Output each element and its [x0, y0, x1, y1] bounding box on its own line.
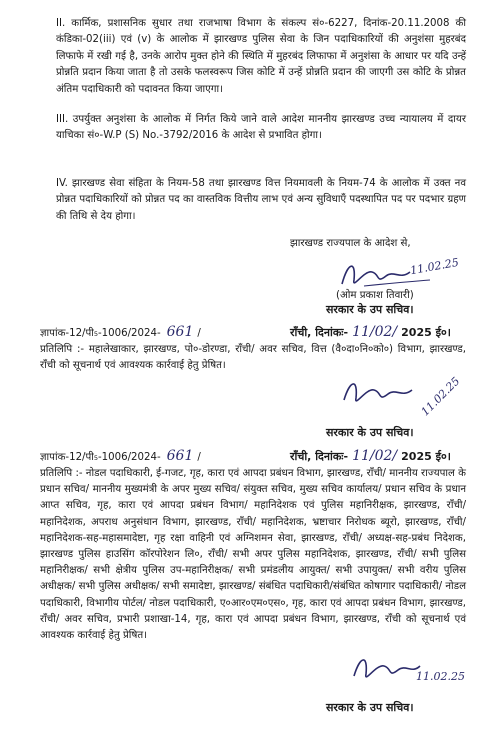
memo-1-ref-prefix: ज्ञापांक-12/पी₅-1006/2024-	[40, 328, 161, 339]
memo-1-place: राँची, दिनांकः-	[290, 326, 349, 339]
memo-1-ref: ज्ञापांक-12/पी₅-1006/2024- 661 /	[40, 324, 201, 340]
memo-1-year: 2025 ई०।	[401, 326, 451, 339]
memo-2-ref-number: 661	[166, 448, 194, 464]
memo-2-text: प्रतिलिपि :- नोडल पदाधिकारी, ई-गजट, गृह, कारा एवं आपदा प्रबंधन विभाग, झारखण्ड, राँची/ माननीय राज्यपाल के प्रधान सचिव/ माननीय मुख्यमंत्री के अपर मुख्य सचिव/ संयुक्त सचिव, मुख्य सचिव कार्यालय/ प्रधान सचिव के प्रधान आप्त सचिव, गृह, कारा एवं आपदा प्रबंधन विभाग/ महानिदेशक एवं पुलिस महानिरीक्षक, झारखण्ड, राँची/ महानिदेशक, अपराध अनुसंधान विभाग, झारखण्ड, राँची/ महानिदेशक, भ्रष्टाचार निरोधक ब्यूरो, झारखण्ड, राँची/ महानिदेशक-सह-महासमादेष्टा, गृह रक्षा वाहिनी एवं अग्निशमन सेवा, झारखण्ड, राँची/ अध्यक्ष-सह-प्रबंध निदेशक, झारखण्ड पुलिस हाउसिंग कॉरपोरेशन लि०, राँची/ सभी अपर पुलिस महानिदेशक, झारखण्ड, राँची/ सभी पुलिस महानिरीक्षक/ सभी क्षेत्रीय पुलिस उप-महानिरीक्षक/ सभी प्रमंडलीय आयुक्त/ सभी उपायुक्त/ सभी वरीय पुलिस अधीक्षक/ सभी पुलिस अधीक्षक/ सभी समादेष्टा, झारखण्ड/ संबंधित पदाधिकारी/संबंधित कोषागार पदाधिकारी/ नोडल पदाधिकारी, विभागीय पोर्टल/ नोडल पदाधिकारी, ए०आर०एम०एस०, गृह, कारा एवं आपदा प्रबंधन विभाग, झारखण्ड, राँची/ अवर सचिव, प्रभारी प्रशाखा-14, गृह, कारा एवं आपदा प्रबंधन विभाग, झारखण्ड, राँची को सूचनार्थ एवं आवश्यक कार्रवाई हेतु प्रेषित।	[40, 468, 466, 642]
memo-2-ref-prefix: ज्ञापांक-12/पी₅-1006/2024-	[40, 452, 161, 463]
memo-1-date	[290, 324, 451, 340]
signatory-name: (ओम प्रकाश तिवारी)	[336, 290, 414, 301]
memo-2-place: राँची, दिनांकः-	[290, 450, 349, 463]
signature-date: 11.02.25	[416, 670, 465, 683]
memo-2-date	[290, 448, 451, 464]
signatory-title-2: सरकार के उप सचिव।	[326, 426, 414, 439]
signature-date: 11.02.25	[409, 255, 460, 278]
memo-2-year: 2025 ई०।	[401, 450, 451, 463]
signature-date: 11.02.25	[418, 374, 463, 419]
signature-2	[334, 370, 464, 420]
memo-2-ref: ज्ञापांक-12/पी₅-1006/2024- 661 /	[40, 448, 201, 464]
memo-1-ref-number: 661	[166, 324, 194, 340]
signatory-title-3: सरकार के उप सचिव।	[326, 701, 414, 714]
memo-1-text: प्रतिलिपि :- महालेखाकार, झारखण्ड, पो०-डोरण्डा, राँची/ अवर सचिव, वित्त (वै०दा०नि०को०) विभाग, झारखण्ड, राँची को सूचनार्थ एवं आवश्यक कार्रवाई हेतु प्रेषित।	[40, 344, 466, 372]
memo-2-date-handwritten: 11/02/	[352, 448, 398, 464]
paragraph-2: II. कार्मिक, प्रशासनिक सुधार तथा राजभाषा विभाग के संकल्प सं०-6227, दिनांक-20.11.2008 की कंडिका-02(iii) एवं (v) के आलोक में झारखण्ड पुलिस सेवा के जिन पदाधिकारियों की अनुशंसा मुहरबंद लिफाफे में रखी गई है, उनके आरोप मुक्त होने की स्थिति में मुहरबंद लिफाफा में अनुशंसा के आधार पर यदि उन्हें प्रोन्नति प्रदान किया जाता है तो उसके फलस्वरूप जिस कोटि में उन्हें प्रोन्नति प्रदान की जाएगी उस कोटि के प्रोन्नत अंतिम पदाधिकारी को पदावनत किया जाएगा।	[56, 18, 466, 95]
memo-1-date-handwritten: 11/02/	[352, 324, 398, 340]
paragraph-3: III. उपर्युक्त अनुशंसा के आलोक में निर्गत किये जाने वाले आदेश माननीय झारखण्ड उच्च न्यायालय में दायर याचिका सं०-W.P (S) No.-3792/2016 के आदेश से प्रभावित होगा।	[56, 114, 466, 142]
governor-order-line: झारखण्ड राज्यपाल के आदेश से,	[290, 238, 411, 249]
signature-3	[346, 648, 466, 694]
signatory-title-1: सरकार के उप सचिव।	[326, 303, 414, 316]
paragraph-4: IV. झारखण्ड सेवा संहिता के नियम-58 तथा झारखण्ड वित्त नियमावली के नियम-74 के आलोक में उक्त नव प्रोन्नत पदाधिकारियों को प्रोन्नत पद का वास्तविक वित्तीय लाभ एवं अन्य सुविधाएँ पदस्थापित पद पर पदभार ग्रहण की तिथि से देय होगा।	[56, 178, 466, 222]
